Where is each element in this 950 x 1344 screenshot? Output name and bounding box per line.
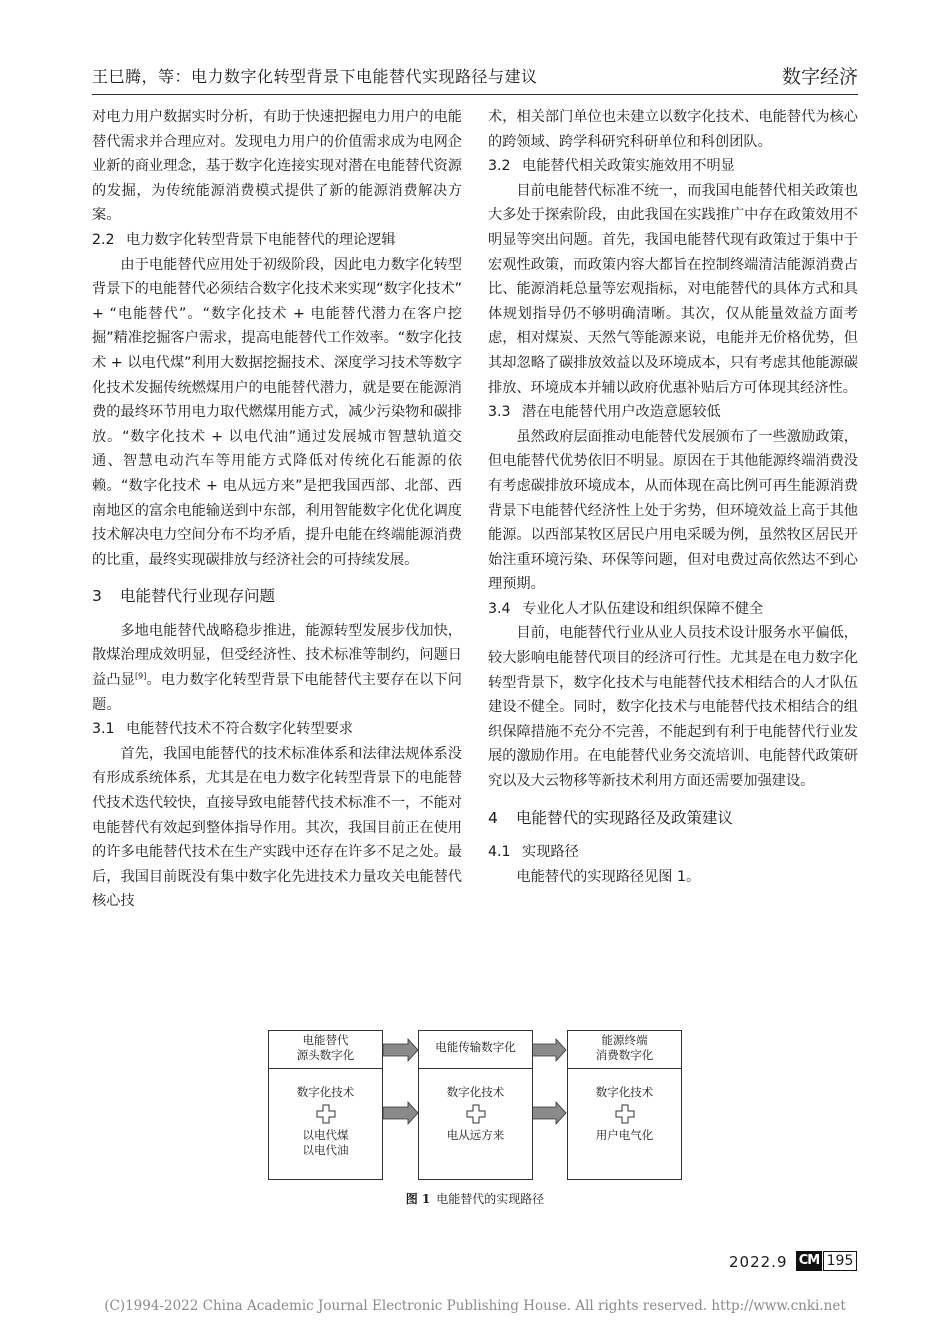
section-number: 4.1: [488, 844, 511, 861]
paragraph: 由于电能替代应用处于初级阶段，因此电力数字化转型背景下的电能替代必须结合数字化技术来实现“数字化技术” + “电能替代”。“数字化技术 + 电能替代潜力在客户挖掘”精准挖掘客户需求，提高电能替代工作效率。“数字化技术 + 以电代煤”利用大数据挖掘技术、深度学习技术等数字化技术发掘传统燃煤用户的电能替代潜力，就是要在能源消费的最终环节用电力取代燃煤用能方式，减少污染物和碳排放。“数字化技术 + 以电代油”通过发展城市智慧轨道交通、智慧电动汽车等用能方式降低对传统化石能源的依赖。“数字化技术 + 电从远方来”是把我国西部、北部、西南地区的富余电能输送到中东部，利用智能数字化优化调度技术解决电力空间分布不均矛盾，提升电能在终端能源消费的比重，最终实现碳排放与经济社会的可持续发展。: [92, 256, 462, 568]
box-label: 电从远方来: [446, 1128, 505, 1142]
section-heading-3: [92, 584, 462, 609]
issue-date: 2022.9: [729, 1253, 788, 1271]
section-title: 实现路径: [522, 844, 579, 861]
section-heading-3-3: [488, 400, 858, 425]
section-number: 3.2: [488, 158, 511, 175]
section-title: 电能替代相关政策实施效用不明显: [522, 158, 735, 175]
section-number: 3.1: [92, 721, 115, 738]
section-number: 2.2: [92, 231, 115, 248]
paragraph: 对电力用户数据实时分析，有助于快速把握电力用户的电能替代需求并合理应对。发现电力用户的价值需求成为电网企业新的商业理念，基于数字化连接实现对潜在电能替代资源的发掘，为传统能源消费模式提供了新的能源消费解决方案。: [92, 109, 462, 224]
section-heading-3-2: [488, 154, 858, 179]
figure-number: 图 1: [405, 1192, 431, 1206]
box-label: 能源终端: [601, 1033, 648, 1047]
box-user-electrification: [567, 1068, 682, 1180]
box-label: 电能替代: [302, 1033, 349, 1047]
box-label: 电能传输数字化: [435, 1040, 516, 1054]
journal-logo: CM: [796, 1251, 822, 1271]
box-label: 源头数字化: [296, 1048, 355, 1062]
paragraph: 电能替代的实现路径见图 1。: [516, 868, 701, 885]
section-heading-3-1: [92, 717, 462, 742]
page-number: 195: [823, 1251, 857, 1271]
section-title: 专业化人才队伍建设和组织保障不健全: [522, 600, 764, 617]
section-number: 3.3: [488, 404, 511, 421]
plus-icon: [316, 1104, 336, 1124]
arrow-mid-2: [531, 1102, 566, 1124]
figure-caption: [0, 1190, 950, 1207]
paragraph: 首先，我国电能替代的技术标准体系和法律法规体系没有形成系统体系，尤其是在电力数字化转型背景下的电能替代技术迭代较快，直接导致电能替代技术标准不一，不能对电能替代有效起到整体指导作用。其次，我国目前正在使用的许多电能替代技术在生产实践中还存在许多不足之处。最后，我国目前既没有集中数字化先进技术力量攻关电能替代核心技: [92, 745, 462, 910]
section-heading-2-2: [92, 228, 462, 253]
box-remote-power: [418, 1068, 533, 1180]
plus-icon: [466, 1104, 486, 1124]
section-heading-4: [488, 806, 858, 831]
arrow-top-2: [531, 1039, 566, 1061]
figure-1-diagram: [268, 1030, 682, 1180]
box-label: 以电代油: [302, 1143, 349, 1157]
citation-ref: [9]: [135, 671, 147, 681]
section-number: 3.4: [488, 600, 511, 617]
section-number: 4: [488, 808, 498, 827]
section-label: 数字经济: [781, 66, 858, 88]
section-title: 电能替代行业现存问题: [120, 587, 276, 606]
section-title: 电力数字化转型背景下电能替代的理论逻辑: [126, 231, 396, 248]
paragraph: [92, 619, 462, 717]
paragraph: 目前电能替代标准不统一，而我国电能替代相关政策也大多处于探索阶段，由此我国在实践推广中存在政策效用不明显等突出问题。首先，我国电能替代现有政策过于集中于宏观性政策，而政策内容大都旨在控制终端清洁能源消费占比、能源消耗总量等宏观指标，对电能替代的具体方式和具体规划指导仍不够明确清晰。其次，仅从能量效益方面考虑，相对煤炭、天然气等能源来说，电能并无价格优势，但其却忽略了碳排放效益以及环境成本，只有考虑其他能源碳排放、环境成本并辅以政府优惠补贴后方可体现其经济性。: [488, 182, 858, 396]
box-label: 数字化技术: [595, 1085, 654, 1099]
box-label: 以电代煤: [302, 1128, 349, 1142]
paragraph: 虽然政府层面推动电能替代发展颁布了一些激励政策，但电能替代优势依旧不明显。原因在于其他能源终端消费没有考虑碳排放环境成本，从而体现在高比例可再生能源消费背景下电能替代经济性上处于劣势，但环境效益上高于其他能源。以西部某牧区居民户用电采暖为例，虽然牧区居民开始注重环境污染、环保等问题，但对电费过高依然达不到心理预期。: [488, 428, 858, 593]
copyright-watermark: (C)1994-2022 China Academic Journal Electronic Publishing House. All rights reserved. http://www.cnki.net: [104, 1298, 846, 1314]
arrow-mid-1: [383, 1102, 418, 1124]
section-heading-4-1: [488, 840, 858, 865]
box-label: 数字化技术: [296, 1085, 355, 1099]
box-label: 用户电气化: [595, 1128, 654, 1142]
box-label: 数字化技术: [446, 1085, 505, 1099]
box-label: 消费数字化: [595, 1048, 654, 1062]
box-transmission-digitalization: [418, 1030, 533, 1070]
section-number: 3: [92, 587, 102, 606]
section-heading-3-4: [488, 597, 858, 622]
right-column: [488, 105, 858, 889]
box-source-digitalization: [268, 1030, 383, 1070]
box-coal-oil-substitution: [268, 1068, 383, 1180]
plus-icon: [615, 1104, 635, 1124]
header-divider: [92, 94, 858, 95]
paragraph: 目前，电能替代行业从业人员技术设计服务水平偏低，较大影响电能替代项目的经济可行性。尤其是在电力数字化转型背景下，数字化技术与电能替代技术相结合的人才队伍建设不健全。同时，数字化技术与电能替代技术相结合的组织保障措施不充分不完善，不能起到有利于电能替代行业发展的激励作用。在电能替代业务交流培训、电能替代政策研究以及大云物移等新技术利用方面还需要加强建设。: [488, 625, 858, 790]
section-title: 潜在电能替代用户改造意愿较低: [522, 404, 721, 421]
paragraph-text: 多地电能替代战略稳步推进，能源转型发展步伐加快，散煤治理成效明显，但受经济性、技术标准等制约，问题日益凸显: [92, 622, 462, 689]
left-column: [92, 105, 462, 914]
arrow-top-1: [383, 1039, 418, 1061]
section-title: 电能替代技术不符合数字化转型要求: [126, 721, 354, 738]
figure-caption-text: 电能替代的实现路径: [436, 1192, 545, 1206]
paragraph: 术，相关部门单位也未建立以数字化技术、电能替代为核心的跨领域、跨学科研究科研单位和科创团队。: [488, 109, 858, 150]
paragraph-text: 。电力数字化转型背景下电能替代主要存在以下问题。: [92, 672, 462, 713]
running-header-title: 王巳腾，等：电力数字化转型背景下电能替代实现路径与建议: [92, 67, 538, 86]
section-title: 电能替代的实现路径及政策建议: [516, 808, 734, 827]
box-consumption-digitalization: [567, 1030, 682, 1070]
